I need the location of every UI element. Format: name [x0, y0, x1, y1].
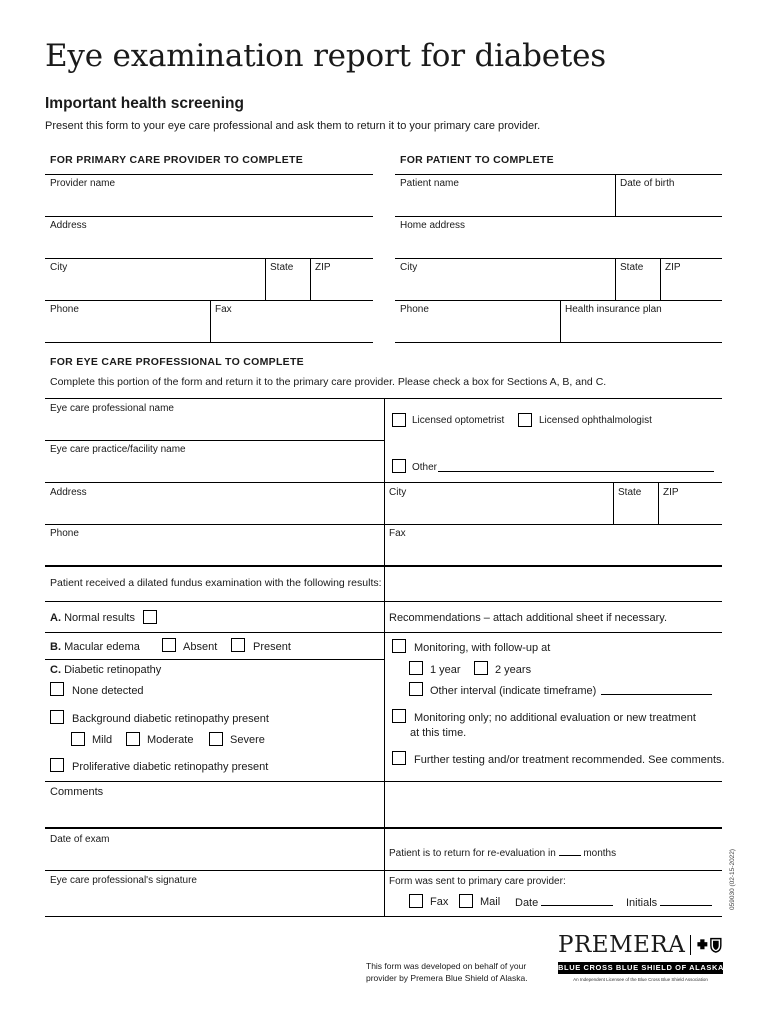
divider [45, 916, 722, 917]
monitoring-only-label-1: Monitoring only; no additional evaluation or new treatment [414, 712, 696, 724]
logo-bar: BLUE CROSS BLUE SHIELD OF ALASKA [558, 963, 725, 972]
moderate-label: Moderate [147, 734, 194, 746]
provider-address-field[interactable]: Address [50, 220, 87, 231]
divider [45, 440, 384, 441]
present-checkbox[interactable] [231, 638, 245, 652]
comments-field[interactable]: Comments [50, 786, 104, 798]
other-label: Other [412, 462, 438, 473]
severe-checkbox[interactable] [209, 732, 223, 746]
other-interval-checkbox[interactable] [409, 682, 423, 696]
divider [45, 524, 722, 525]
none-detected-label: None detected [72, 685, 144, 697]
ecp-facility-field[interactable]: Eye care practice/facility name [50, 444, 186, 455]
fax-checkbox[interactable] [409, 894, 423, 908]
return-suffix: months [583, 848, 617, 859]
divider [658, 482, 659, 524]
ecp-state-field[interactable]: State [618, 487, 642, 498]
other-interval-fill-line[interactable] [601, 694, 712, 695]
sent-to-label: Form was sent to primary care provider: [389, 876, 566, 887]
provider-city-field[interactable]: City [50, 262, 68, 273]
page-subtitle: Important health screening [45, 95, 244, 112]
none-detected-checkbox[interactable] [50, 682, 64, 696]
mail-label: Mail [480, 896, 501, 908]
monitoring-followup-checkbox[interactable] [392, 639, 406, 653]
proliferative-dr-checkbox[interactable] [50, 758, 64, 772]
patient-city-field[interactable]: City [400, 262, 418, 273]
background-dr-label: Background diabetic retinopathy present [72, 713, 269, 725]
footer-note-line-1: This form was developed on behalf of your [366, 961, 527, 971]
mild-label: Mild [92, 734, 113, 746]
divider [395, 174, 722, 175]
divider [613, 482, 614, 524]
divider [395, 342, 722, 343]
divider [45, 216, 373, 217]
return-eval-text [389, 846, 616, 859]
mail-checkbox[interactable] [459, 894, 473, 908]
divider [395, 258, 722, 259]
absent-checkbox[interactable] [162, 638, 176, 652]
divider [45, 258, 373, 259]
logo-separator [690, 935, 691, 955]
section-a-label: Normal results [64, 612, 135, 624]
two-years-label: 2 years [495, 664, 532, 676]
patient-phone-field[interactable]: Phone [400, 304, 429, 315]
divider [615, 174, 616, 216]
divider [265, 258, 266, 300]
other-interval-label: Other interval (indicate timeframe) [430, 685, 597, 697]
patient-zip-field[interactable]: ZIP [665, 262, 681, 273]
provider-phone-field[interactable]: Phone [50, 304, 79, 315]
divider [45, 174, 373, 175]
ecp-instructions: Complete this portion of the form and return it to the primary care provider. Please check a box for Sections A, B, and C. [50, 376, 607, 388]
home-address-field[interactable]: Home address [400, 220, 466, 231]
one-year-label: 1 year [430, 664, 461, 676]
signature-field[interactable]: Eye care professional's signature [50, 875, 197, 886]
divider [210, 300, 211, 342]
patient-state-field[interactable]: State [620, 262, 644, 273]
logo-wordmark: PREMERA [558, 932, 686, 958]
return-prefix: Patient is to return for re-evaluation in [389, 848, 556, 859]
logo-tagline: An Independent Licensee of the Blue Cross Blue Shield Association [573, 977, 708, 982]
optometrist-checkbox[interactable] [392, 413, 406, 427]
divider [45, 659, 384, 660]
divider [660, 258, 661, 300]
date-sent-group [515, 896, 613, 909]
dob-field[interactable]: Date of birth [620, 178, 675, 189]
ecp-fax-field[interactable]: Fax [389, 528, 406, 539]
moderate-checkbox[interactable] [126, 732, 140, 746]
section-c-label: Diabetic retinopathy [64, 664, 162, 676]
divider [45, 565, 722, 567]
background-dr-checkbox[interactable] [50, 710, 64, 724]
ecp-phone-field[interactable]: Phone [50, 528, 79, 539]
patient-heading: FOR PATIENT TO COMPLETE [400, 154, 554, 166]
proliferative-dr-label: Proliferative diabetic retinopathy present [72, 761, 269, 773]
further-testing-label: Further testing and/or treatment recommended. See comments. [414, 754, 725, 766]
form-code: 059030 (02-15-2022) [729, 848, 736, 910]
monitoring-only-label-2: at this time. [410, 727, 467, 739]
provider-fax-field[interactable]: Fax [215, 304, 232, 315]
divider [615, 258, 616, 300]
normal-results-checkbox[interactable] [143, 610, 157, 624]
insurance-field[interactable]: Health insurance plan [565, 304, 662, 315]
initials-group [626, 896, 712, 909]
other-checkbox[interactable] [392, 459, 406, 473]
divider [395, 300, 722, 301]
divider [45, 632, 384, 633]
pcp-heading: FOR PRIMARY CARE PROVIDER TO COMPLETE [50, 154, 304, 166]
date-sent-label: Date [515, 897, 539, 909]
divider [395, 216, 722, 217]
divider [560, 300, 561, 342]
ecp-zip-field[interactable]: ZIP [663, 487, 679, 498]
section-a-letter: A. [50, 612, 61, 624]
severe-label: Severe [230, 734, 265, 746]
divider [45, 482, 722, 483]
provider-state-field[interactable]: State [270, 262, 294, 273]
divider [384, 398, 385, 828]
divider [310, 258, 311, 300]
months-fill-line[interactable] [559, 846, 581, 856]
fax-label: Fax [430, 896, 449, 908]
date-of-exam-field[interactable]: Date of exam [50, 834, 110, 845]
present-label: Present [253, 641, 291, 653]
ecp-address-field[interactable]: Address [50, 487, 87, 498]
divider [45, 300, 373, 301]
provider-zip-field[interactable]: ZIP [315, 262, 331, 273]
provider-name-field[interactable]: Provider name [50, 178, 116, 189]
one-year-checkbox[interactable] [409, 661, 423, 675]
section-b-letter: B. [50, 641, 61, 653]
absent-label: Absent [183, 641, 218, 653]
ophthalmologist-checkbox[interactable] [518, 413, 532, 427]
two-years-checkbox[interactable] [474, 661, 488, 675]
footer-note-line-2: provider by Premera Blue Shield of Alaska. [366, 973, 528, 983]
optometrist-label: Licensed optometrist [412, 415, 505, 426]
results-heading: Patient received a dilated fundus examination with the following results: [50, 577, 382, 589]
initials-fill-line[interactable] [660, 896, 712, 906]
page-title: Eye examination report for diabetes [45, 38, 607, 74]
section-b [50, 641, 140, 653]
other-fill-line[interactable] [438, 471, 714, 472]
divider [45, 601, 722, 602]
monitoring-followup-label: Monitoring, with follow-up at [414, 642, 551, 654]
bcbs-cross-shield-icon [696, 934, 723, 956]
section-c [50, 664, 161, 676]
section-c-letter: C. [50, 664, 61, 676]
initials-label: Initials [626, 897, 658, 909]
date-sent-fill-line[interactable] [541, 896, 613, 906]
section-b-label: Macular edema [64, 641, 140, 653]
mild-checkbox[interactable] [71, 732, 85, 746]
divider [45, 342, 373, 343]
divider [384, 829, 385, 917]
recommendations-heading: Recommendations – attach additional sheet if necessary. [389, 612, 668, 624]
intro-text: Present this form to your eye care professional and ask them to return it to your primary care provider. [45, 120, 541, 132]
ecp-name-field[interactable]: Eye care professional name [50, 403, 174, 414]
further-testing-checkbox[interactable] [392, 751, 406, 765]
ophthalmologist-label: Licensed ophthalmologist [539, 415, 652, 426]
footer-note [366, 960, 528, 984]
divider [45, 870, 722, 871]
divider [45, 781, 722, 782]
monitoring-only-checkbox[interactable] [392, 709, 406, 723]
ecp-heading: FOR EYE CARE PROFESSIONAL TO COMPLETE [50, 356, 304, 368]
ecp-city-field[interactable]: City [389, 487, 407, 498]
patient-name-field[interactable]: Patient name [400, 178, 459, 189]
premera-logo [558, 930, 723, 982]
divider [384, 632, 722, 633]
section-a [50, 612, 135, 624]
